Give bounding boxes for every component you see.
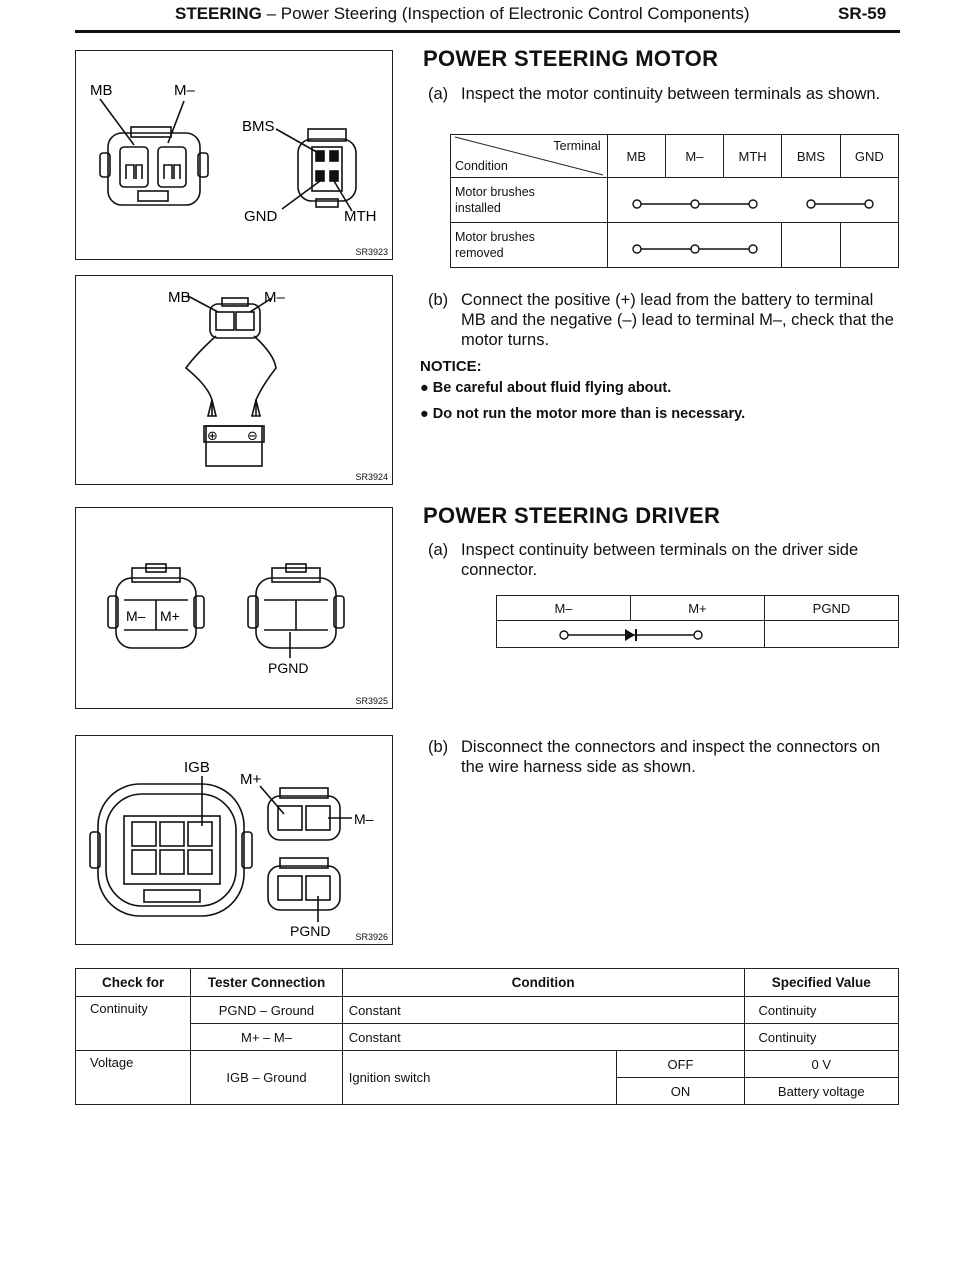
- cell-tester: M+ – M–: [191, 1024, 343, 1051]
- col-m-plus: M+: [630, 596, 764, 621]
- label-m-plus: M+: [160, 608, 180, 624]
- table-row: [497, 621, 899, 648]
- cell-condition: Ignition switch: [342, 1051, 617, 1105]
- table-row: [76, 1051, 899, 1078]
- row-label-line1: Motor brushes: [455, 185, 535, 199]
- figure-motor-connectors: [75, 50, 393, 260]
- row-label: [451, 223, 608, 268]
- figure-motor-battery: [75, 275, 393, 485]
- label-m-minus: M–: [174, 82, 195, 99]
- motor-step-a: [428, 84, 903, 128]
- plus-terminal-icon: ⊕: [207, 429, 218, 444]
- notice-bullet-1: ● Be careful about fluid flying about.: [420, 380, 672, 396]
- step-text: Inspect continuity between terminals on the driver side connector.: [461, 541, 859, 579]
- bullet-text: Be careful about fluid flying about.: [432, 380, 672, 396]
- col-mth: MTH: [723, 135, 781, 178]
- label-m-minus: M–: [126, 608, 146, 624]
- figure-code: SR3923: [355, 247, 388, 257]
- diode-continuity-diagram: [497, 621, 765, 647]
- col-gnd: GND: [840, 135, 898, 178]
- motor-step-b: [428, 290, 903, 354]
- page-header-title: [175, 4, 749, 24]
- corner-condition: Condition: [455, 159, 508, 173]
- inspection-table: [75, 968, 899, 1105]
- connector-diagram-3: [76, 508, 392, 708]
- cell-on: ON: [617, 1078, 744, 1105]
- label-m-minus: M–: [354, 811, 374, 827]
- label-mb: MB: [168, 289, 191, 306]
- header-section: STEERING: [175, 4, 262, 23]
- step-label: (b): [428, 291, 449, 309]
- step-label: (a): [428, 541, 449, 559]
- step-label: (b): [428, 738, 449, 756]
- step-text: Connect the positive (+) lead from the battery to terminal MB and the negative (–) lead to terminal M–, check that the motor turns.: [461, 291, 894, 349]
- col-m-minus: M–: [665, 135, 723, 178]
- notice-bullet-2: ● Do not run the motor more than is necessary.: [420, 406, 746, 422]
- col-mb: MB: [607, 135, 665, 178]
- cell-check-continuity: Continuity: [76, 997, 191, 1051]
- heading-power-steering-driver: POWER STEERING DRIVER: [423, 503, 721, 528]
- page-number: SR-59: [838, 4, 887, 23]
- table-row: [451, 178, 899, 223]
- header-check-for: Check for: [76, 969, 191, 997]
- header-specified-value: Specified Value: [744, 969, 898, 997]
- table-row: [451, 223, 899, 268]
- header-tester-connection: Tester Connection: [191, 969, 343, 997]
- col-bms: BMS: [782, 135, 840, 178]
- table-row: [76, 1024, 899, 1051]
- label-m-minus: M–: [264, 289, 285, 306]
- continuity-diagram-removed: [608, 223, 782, 267]
- cell-tester: IGB – Ground: [191, 1051, 343, 1105]
- cell-on-value: Battery voltage: [744, 1078, 898, 1105]
- figure-harness-connectors: [75, 735, 393, 945]
- corner-terminal: Terminal: [553, 139, 601, 153]
- empty-cell: [840, 223, 898, 268]
- figure-code: SR3925: [355, 696, 388, 706]
- figure-code: SR3926: [355, 932, 388, 942]
- label-m-plus: M+: [240, 771, 262, 788]
- header-rule: [75, 30, 900, 33]
- row-label-line2: removed: [455, 246, 504, 260]
- label-mth: MTH: [344, 208, 377, 225]
- row-label: [451, 178, 608, 223]
- continuity-marks: [607, 223, 782, 268]
- empty-cell: [764, 621, 898, 648]
- bullet-text: Do not run the motor more than is necessary.: [432, 406, 746, 422]
- cell-check-voltage: Voltage: [76, 1051, 191, 1105]
- driver-continuity-table: [496, 595, 899, 648]
- continuity-marks: [607, 178, 898, 223]
- empty-cell: [782, 223, 840, 268]
- diode-marks: [497, 621, 765, 648]
- row-label-line2: installed: [455, 201, 501, 215]
- connector-diagram-4: [76, 736, 392, 944]
- cell-tester: PGND – Ground: [191, 997, 343, 1024]
- motor-continuity-table: [450, 134, 899, 268]
- heading-power-steering-motor: POWER STEERING MOTOR: [423, 46, 719, 71]
- cell-off-value: 0 V: [744, 1051, 898, 1078]
- label-igb: IGB: [184, 759, 210, 776]
- col-pgnd: PGND: [764, 596, 898, 621]
- header-condition: Condition: [342, 969, 744, 997]
- cell-off: OFF: [617, 1051, 744, 1078]
- minus-terminal-icon: ⊖: [247, 429, 258, 444]
- battery-diagram: [76, 276, 392, 484]
- figure-driver-connectors: [75, 507, 393, 709]
- label-pgnd: PGND: [290, 923, 331, 939]
- cell-value: Continuity: [744, 1024, 898, 1051]
- table-row: [76, 997, 899, 1024]
- step-text: Inspect the motor continuity between terminals as shown.: [461, 85, 881, 103]
- figure-code: SR3924: [355, 472, 388, 482]
- label-gnd: GND: [244, 208, 278, 225]
- table-corner: [451, 135, 608, 178]
- header-subtitle: – Power Steering (Inspection of Electronic Control Components): [261, 4, 750, 23]
- cell-condition: Constant: [342, 1024, 744, 1051]
- notice-label: NOTICE:: [420, 358, 482, 375]
- cell-condition: Constant: [342, 997, 744, 1024]
- col-m-minus: M–: [497, 596, 631, 621]
- cell-value: Continuity: [744, 997, 898, 1024]
- label-mb: MB: [90, 82, 113, 99]
- continuity-diagram-installed: [608, 178, 898, 222]
- driver-step-a: [428, 540, 903, 584]
- label-pgnd: PGND: [268, 660, 309, 676]
- step-label: (a): [428, 85, 449, 103]
- connector-diagram-1: [76, 51, 392, 259]
- driver-step-b: [428, 737, 903, 781]
- row-label-line1: Motor brushes: [455, 230, 535, 244]
- label-bms: BMS: [242, 118, 275, 135]
- step-text: Disconnect the connectors and inspect the connectors on the wire harness side as shown.: [461, 738, 881, 776]
